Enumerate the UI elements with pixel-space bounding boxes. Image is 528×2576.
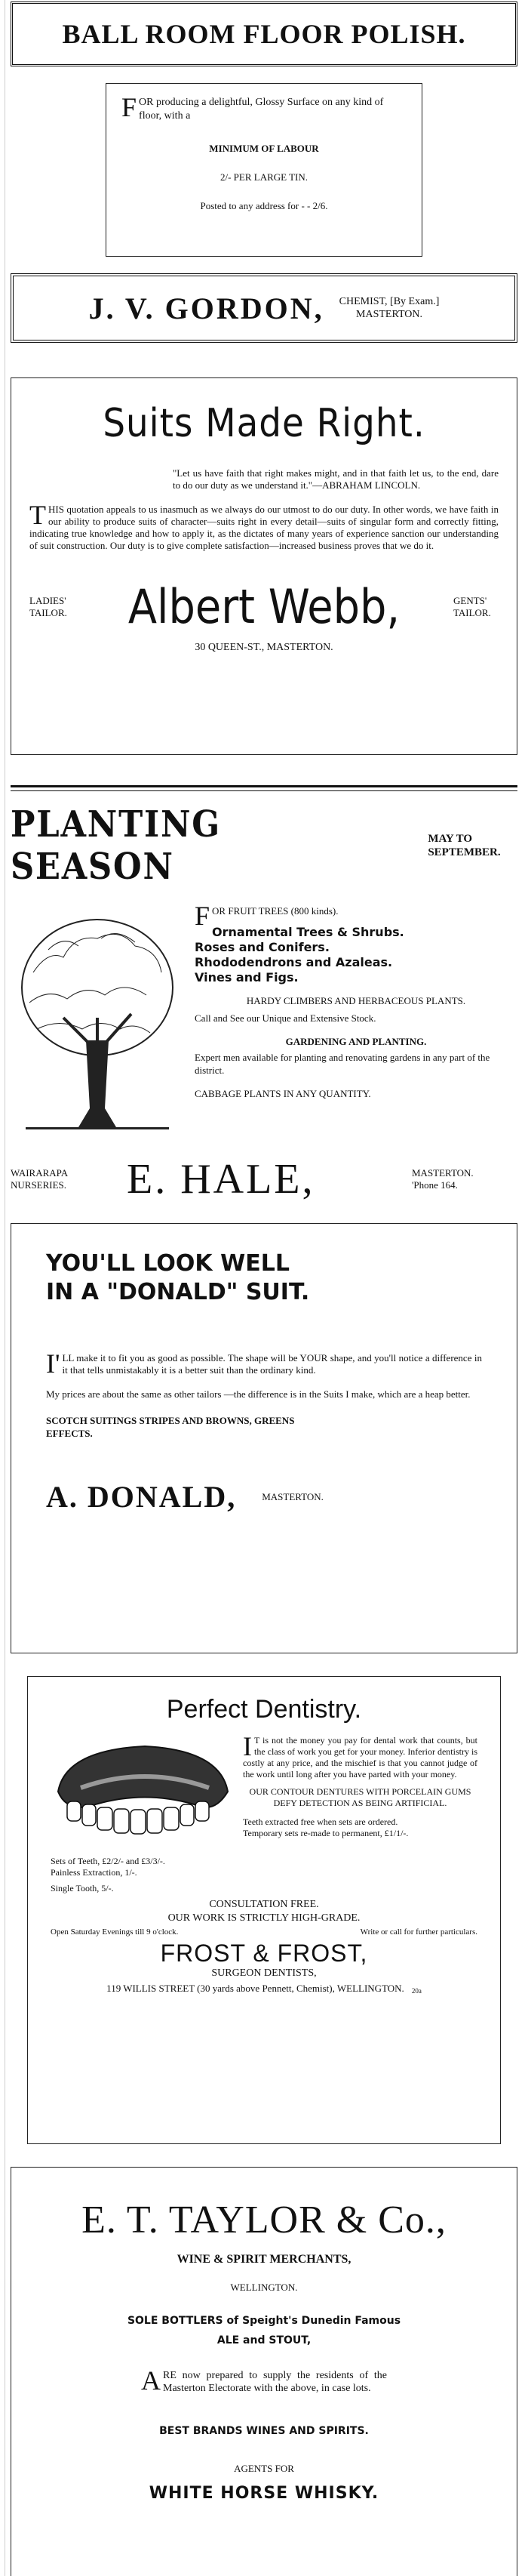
ad5-right-col — [235, 1731, 477, 1894]
ad1-min-labour: MINIMUM OF LABOUR — [209, 143, 319, 154]
ad3-planting-season — [11, 785, 517, 1208]
ad1-merchant-name: J. V. GORDON, — [88, 291, 324, 325]
ad6-whisky: WHITE HORSE WHISKY. — [149, 2484, 379, 2503]
ad4-footer — [46, 1479, 482, 1514]
ad3-vines: Vines and Figs. — [195, 970, 299, 984]
ad6-best: BEST BRANDS WINES AND SPIRITS. — [159, 2425, 369, 2437]
ad1-chemist-line2: MASTERTON. — [356, 309, 422, 320]
ad5-temporary: Temporary sets re-made to permanent, £1/1/-. — [243, 1828, 409, 1838]
ad3-fruit: FOR FRUIT TREES (800 kinds). — [195, 901, 339, 931]
ad1-chemist — [339, 295, 440, 321]
ad2-quote: "Let us have faith that right makes might, and in that faith let us, to the end, dare to do our duty as we understand it."—ABRAHAM LINCOLN. — [173, 467, 499, 491]
ad5-code: 20a — [411, 1987, 422, 1995]
ad5-single: Single Tooth, 5/-. — [51, 1883, 114, 1893]
ad6-name: E. T. TAYLOR & Co., — [81, 2199, 447, 2242]
ad2-body: THIS quotation appeals to us inasmuch as we always do our utmost to do our duty. In other words, we have faith in our ability to produce suits of character—suits right in every detail—suits of singular form and correctly fitting, indicating true knowledge and how to apply it, as the dictates of many years of experience sanction our understanding of suit construction. Our duty is to give complete satisfaction—increased business proves that we do it. — [29, 500, 499, 551]
ad5-grade: OUR WORK IS STRICTLY HIGH-GRADE. — [167, 1912, 361, 1924]
ad3-hardy: HARDY CLIMBERS AND HERBACEOUS PLANTS. — [246, 995, 466, 1006]
ad6-agents: AGENTS FOR — [234, 2463, 294, 2474]
ad5-perfect-dentistry — [27, 1676, 501, 2144]
ad2-name: Albert Webb, — [127, 579, 401, 634]
ad1-merchant-box — [11, 273, 517, 343]
ad5-hours-row — [51, 1927, 477, 1937]
ad3-name: E. HALE, — [127, 1156, 315, 1203]
ad3-content — [11, 901, 517, 1139]
ad4-p3: SCOTCH SUITINGS STRIPES AND BROWNS, GREENS EFFECTS. — [46, 1415, 295, 1439]
ad5-sets: Sets of Teeth, £2/2/- and £3/3/-. — [51, 1856, 165, 1866]
ad4-location: MASTERTON. — [262, 1490, 324, 1502]
ad1-posted: Posted to any address for - - 2/6. — [200, 200, 328, 211]
ad4-title2: IN A "DONALD" SUIT. — [46, 1279, 310, 1305]
ad5-p2: OUR CONTOUR DENTURES WITH PORCELAIN GUMS DEFY DETECTION AS BEING ARTIFICIAL. — [249, 1786, 471, 1808]
ad5-painless: Painless Extraction, 1/-. — [51, 1867, 137, 1878]
ad3-cabbage: CABBAGE PLANTS IN ANY QUANTITY. — [195, 1088, 371, 1099]
ad5-address-row — [51, 1983, 477, 1995]
ad3-nurseries: WAIRARAPA NURSERIES. — [11, 1167, 68, 1191]
ad3-footer — [11, 1155, 517, 1203]
ad2-gents: GENTS' TAILOR. — [453, 594, 491, 618]
ad6-prepared: ARE now prepared to supply the residents of the Masterton Electorate with the above, in case lots. — [141, 2365, 387, 2396]
ad5-top — [51, 1731, 477, 1894]
ad5-surgeon: SURGEON DENTISTS, — [211, 1967, 317, 1979]
ad5-left-col — [51, 1735, 235, 1894]
ad4-p1: I'LL make it to fit you as good as possible. The shape will be YOUR shape, and you'll notice a difference in it that tells unmistakably it is a better suit than the ordinary kind. — [46, 1348, 482, 1379]
ad5-name: FROST & FROST, — [160, 1940, 368, 1967]
dentures-illustration — [51, 1735, 235, 1848]
ad3-top-rule — [11, 785, 517, 791]
ad3-roses: Roses and Conifers. — [195, 940, 330, 954]
ad5-p1: IT is not the money you pay for dental work that counts, but the class of work you get for your money. Inferior dentistry is costly at any price, and the mischief is that you cannot judge of the work until long after you have parted with your money. — [243, 1731, 477, 1779]
ad3-gardening: GARDENING AND PLANTING. — [285, 1036, 427, 1047]
ad2-address: 30 QUEEN-ST., MASTERTON. — [195, 642, 333, 653]
ad3-location-block — [412, 1167, 517, 1191]
tree-illustration — [11, 904, 184, 1139]
ad1-lead: FOR producing a delightful, Glossy Surface on any kind of floor, with a — [121, 92, 384, 122]
ad6-merchants: WINE & SPIRIT MERCHANTS, — [177, 2253, 351, 2266]
ad5-consult: CONSULTATION FREE. — [209, 1899, 319, 1910]
ad4-title1: YOU'LL LOOK WELL — [46, 1250, 290, 1277]
ad1-body-box — [106, 83, 422, 257]
ad2-signature-row — [29, 579, 499, 634]
ad5-title: Perfect Dentistry. — [166, 1695, 362, 1724]
ad6-taylor — [11, 2167, 517, 2576]
ad1-chemist-line1: CHEMIST, [By Exam.] — [339, 296, 440, 307]
ad2-suits-made-right — [11, 377, 517, 755]
ad3-dates: MAY TO SEPTEMBER. — [428, 833, 501, 858]
ad3-header — [11, 803, 517, 888]
ad2-title: Suits Made Right. — [103, 401, 425, 446]
ad1-price: 2/- PER LARGE TIN. — [219, 171, 309, 183]
ad6-ale: ALE and STOUT, — [216, 2334, 312, 2346]
ad5-extracted: Teeth extracted free when sets are ordered. — [243, 1816, 398, 1827]
ad3-list — [184, 901, 517, 1139]
ad5-saturday: Open Saturday Evenings till 9 o'clock. — [51, 1927, 179, 1937]
ad6-sole: SOLE BOTTLERS of Speight's Dunedin Famous — [127, 2315, 401, 2327]
ad3-title: PLANTING SEASON — [11, 803, 221, 888]
ad3-rhodo: Rhododendrons and Azaleas. — [195, 955, 393, 969]
ad4-donald-suit — [11, 1223, 517, 1653]
ad5-write: Write or call for further particulars. — [360, 1927, 477, 1937]
ad4-p2: My prices are about the same as other tailors —the difference is in the Suits I make, which are a heap better. — [46, 1388, 471, 1400]
ad3-phone: 'Phone 164. — [412, 1179, 458, 1191]
ad4-name: A. DONALD, — [46, 1480, 237, 1514]
ad6-location: WELLINGTON. — [230, 2282, 298, 2293]
ad3-ornamental: Ornamental Trees & Shrubs. — [212, 925, 404, 939]
ad5-address: 119 WILLIS STREET (30 yards above Pennett, Chemist), WELLINGTON. — [106, 1983, 404, 1994]
ad3-expert: Expert men available for planting and renovating gardens in any part of the district. — [195, 1052, 490, 1076]
ad3-location: MASTERTON. — [412, 1167, 474, 1179]
ad3-call: Call and See our Unique and Extensive Stock. — [195, 1012, 376, 1024]
ad2-ladies: LADIES' TAILOR. — [29, 594, 67, 618]
ad1-title: BALL ROOM FLOOR POLISH. — [11, 2, 517, 66]
